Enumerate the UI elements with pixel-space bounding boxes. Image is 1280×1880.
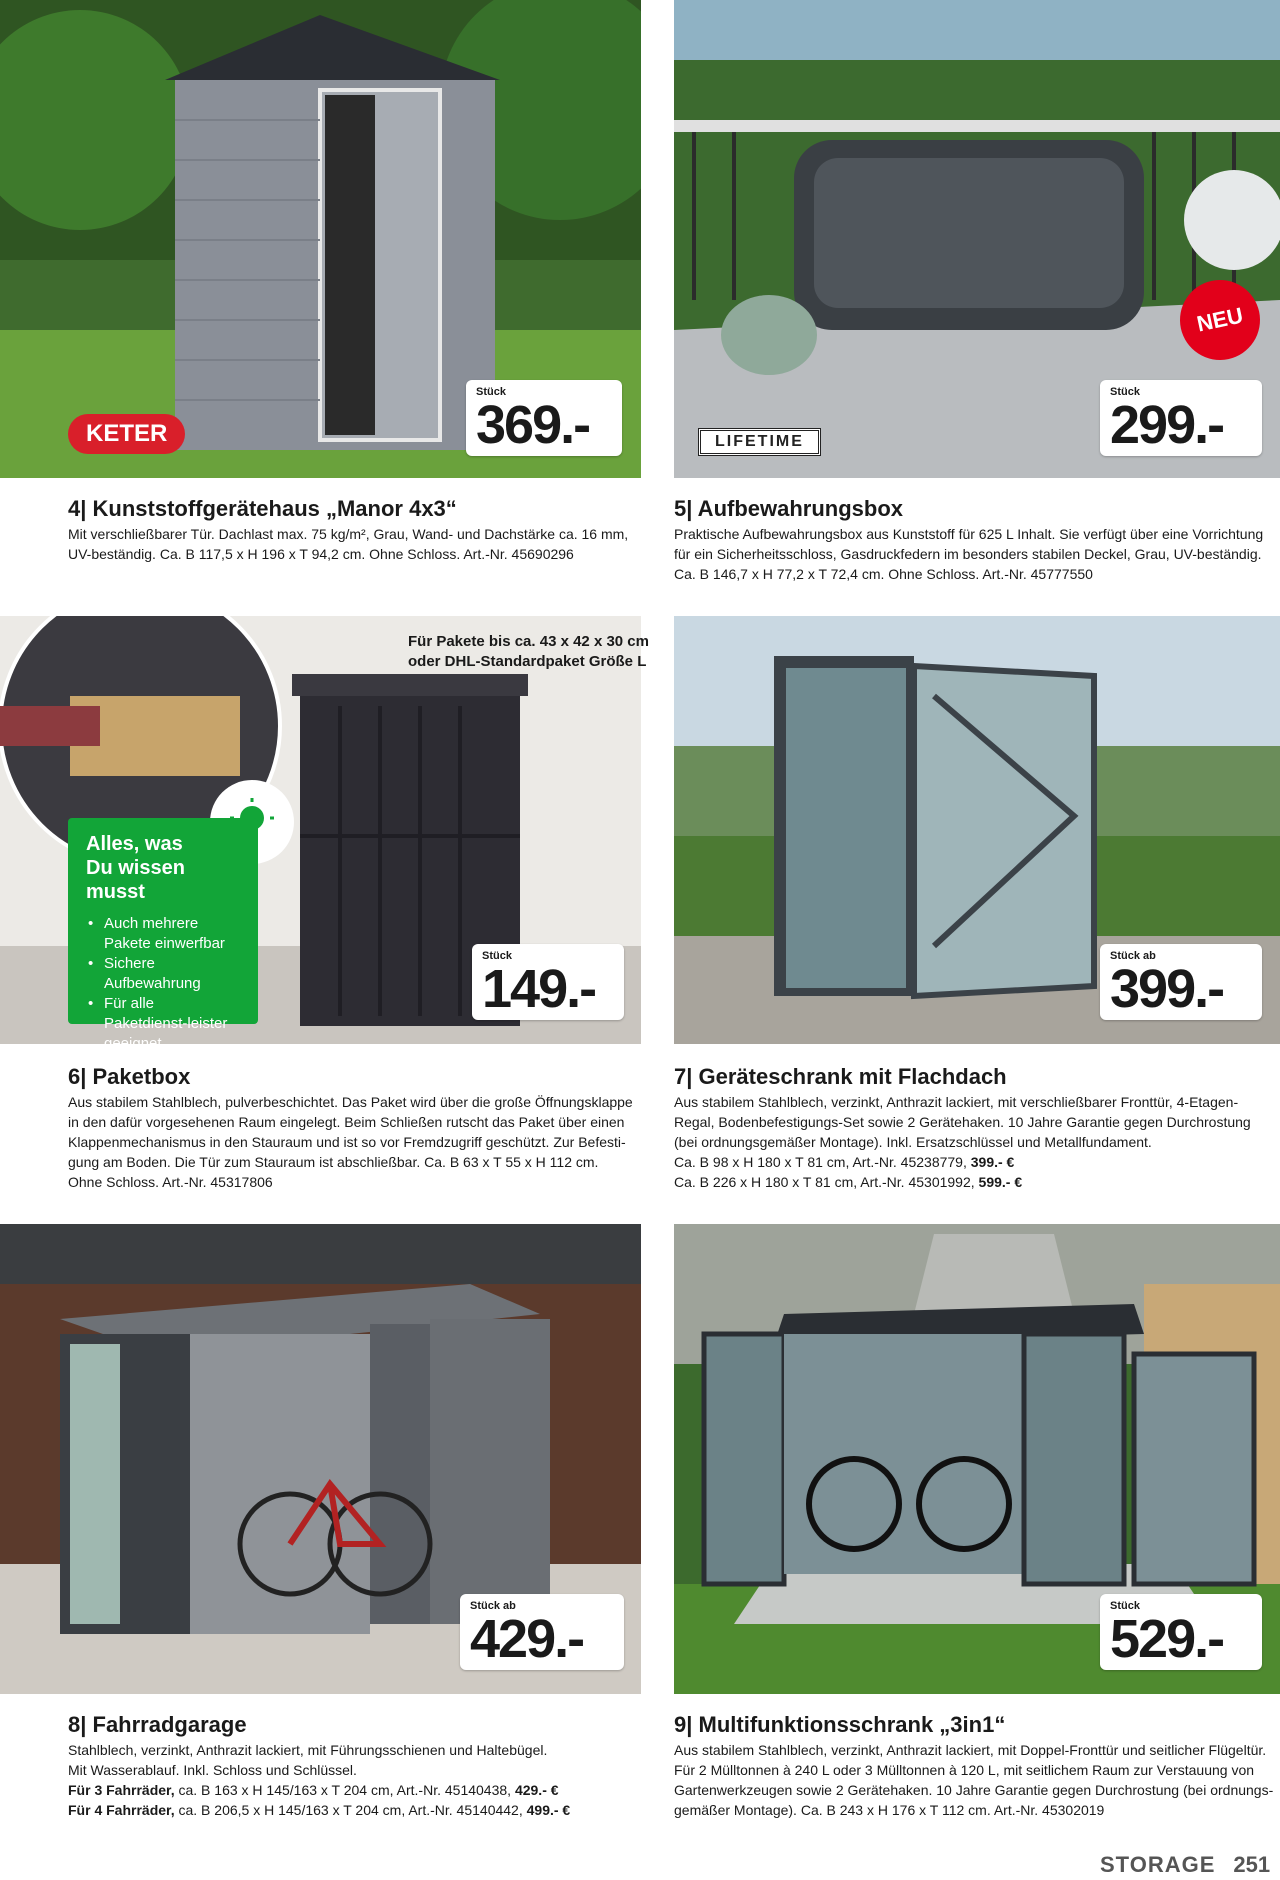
variant-line bbox=[674, 1152, 1274, 1172]
desc-line: gung am Boden. Die Tür zum Stauraum ist abschließbar. Ca. B 63 x T 55 x H 112 cm. bbox=[68, 1154, 599, 1170]
price-unit: Stück bbox=[482, 950, 512, 962]
desc-line: UV-beständig. Ca. B 117,5 x H 196 x T 94,2 cm. Ohne Schloss. Art.-Nr. 45690296 bbox=[68, 546, 574, 562]
product-4-price bbox=[466, 380, 622, 456]
desc-line: Aus stabilem Stahlblech, verzinkt, Anthrazit lackiert, mit verschließbarer Fronttür, 4-Etagen- bbox=[674, 1094, 1239, 1110]
page-number: 251 bbox=[1233, 1852, 1271, 1877]
info-title bbox=[86, 832, 240, 904]
variant-price: 399.- € bbox=[970, 1154, 1015, 1170]
product-7-title: 7| Geräteschrank mit Flachdach bbox=[674, 1064, 1007, 1089]
price-amount: 399.- bbox=[1110, 959, 1224, 1019]
price-amount: 299.- bbox=[1110, 395, 1224, 455]
variant-label: Für 3 Fahrräder, bbox=[68, 1782, 175, 1798]
variant-line bbox=[68, 1780, 668, 1800]
section-label: STORAGE bbox=[1100, 1852, 1216, 1877]
info-item: • Für alle Paketdienst-leister geeignet bbox=[86, 994, 240, 1054]
product-8-title: 8| Fahrradgarage bbox=[68, 1712, 247, 1737]
variant-price: 429.- € bbox=[514, 1782, 559, 1798]
price-unit: Stück bbox=[1110, 1600, 1140, 1612]
product-5-price bbox=[1100, 380, 1262, 456]
product-7-price bbox=[1100, 944, 1262, 1020]
price-unit: Stück ab bbox=[470, 1600, 516, 1612]
price-amount: 529.- bbox=[1110, 1609, 1224, 1669]
product-4-title: 4| Kunststoffgerätehaus „Manor 4x3“ bbox=[68, 496, 457, 521]
desc-line: Stahlblech, verzinkt, Anthrazit lackiert, mit Führungsschienen und Haltebügel. bbox=[68, 1742, 548, 1758]
variant-price: 599.- € bbox=[978, 1174, 1023, 1190]
product-5-description bbox=[674, 524, 1274, 584]
desc-line: Ohne Schloss. Art.-Nr. 45317806 bbox=[68, 1174, 273, 1190]
info-list bbox=[86, 914, 240, 1054]
variant-text: ca. B 206,5 x H 145/163 x T 204 cm, Art.-Nr. 45140442, bbox=[174, 1802, 527, 1818]
desc-line: Ca. B 146,7 x H 77,2 x T 72,4 cm. Ohne Schloss. Art.-Nr. 45777550 bbox=[674, 566, 1093, 582]
desc-line: in den dafür vorgesehenen Raum eingelegt. Beim Schließen rutscht das Paket über einen bbox=[68, 1114, 625, 1130]
info-title-line: Du wissen musst bbox=[86, 857, 185, 903]
desc-line: Für 2 Mülltonnen à 240 L oder 3 Mülltonnen à 120 L, mit seitlichem Raum zur Verstauung von bbox=[674, 1762, 1255, 1778]
desc-line: (bei ordnungsgemäßer Montage). Inkl. Ersatzschlüssel und Metallfundament. bbox=[674, 1134, 1152, 1150]
desc-line: Mit Wasserablauf. Inkl. Schloss und Schlüssel. bbox=[68, 1762, 357, 1778]
desc-line: Klappenmechanismus in den Stauraum und ist so vor Fremdzugriff geschützt. Zur Befesti- bbox=[68, 1134, 626, 1150]
product-7-description bbox=[674, 1092, 1274, 1192]
info-item: • Sichere Aufbewahrung bbox=[86, 954, 240, 994]
variant-line bbox=[68, 1800, 668, 1820]
product-8-description bbox=[68, 1740, 668, 1820]
variant-label: Für 4 Fahrräder, bbox=[68, 1802, 175, 1818]
price-amount: 369.- bbox=[476, 395, 590, 455]
variant-line bbox=[674, 1172, 1274, 1192]
product-9-title: 9| Multifunktionsschrank „3in1“ bbox=[674, 1712, 1006, 1737]
price-amount: 429.- bbox=[470, 1609, 584, 1669]
product-6-price bbox=[472, 944, 624, 1020]
product-9-description bbox=[674, 1740, 1274, 1820]
price-unit: Stück ab bbox=[1110, 950, 1156, 962]
product-8-price bbox=[460, 1594, 624, 1670]
price-amount: 149.- bbox=[482, 959, 596, 1019]
product-4-description bbox=[68, 524, 668, 564]
variant-text: Ca. B 98 x H 180 x T 81 cm, Art.-Nr. 45238779, bbox=[674, 1154, 971, 1170]
page-footer bbox=[1100, 1852, 1270, 1878]
desc-line: für ein Sicherheitsschloss, Gasdruckfedern im besonders stabilen Deckel, Grau, UV-beständig. bbox=[674, 546, 1262, 562]
info-title-line: Alles, was bbox=[86, 833, 183, 855]
product-5-title: 5| Aufbewahrungsbox bbox=[674, 496, 904, 521]
package-size-note bbox=[408, 632, 649, 672]
price-unit: Stück bbox=[476, 386, 506, 398]
desc-line: Mit verschließbarer Tür. Dachlast max. 75 kg/m², Grau, Wand- und Dachstärke ca. 16 mm, bbox=[68, 526, 629, 542]
desc-line: gemäßer Montage). Ca. B 243 x H 176 x T 112 cm. Art.-Nr. 45302019 bbox=[674, 1802, 1105, 1818]
desc-line: Aus stabilem Stahlblech, verzinkt, Anthrazit lackiert, mit Doppel-Fronttür und seitlicher Flügeltür. bbox=[674, 1742, 1267, 1758]
info-item: • Auch mehrere Pakete einwerfbar bbox=[86, 914, 240, 954]
price-unit: Stück bbox=[1110, 386, 1140, 398]
desc-line: Aus stabilem Stahlblech, pulverbeschichtet. Das Paket wird über die große Öffnungsklappe bbox=[68, 1094, 633, 1110]
product-6-description bbox=[68, 1092, 668, 1192]
product-6-title: 6| Paketbox bbox=[68, 1064, 191, 1089]
keter-logo: KETER bbox=[68, 414, 185, 454]
lifetime-logo: LIFETIME bbox=[698, 428, 821, 456]
desc-line: Praktische Aufbewahrungsbox aus Kunststoff für 625 L Inhalt. Sie verfügt über eine Vorrichtung bbox=[674, 526, 1264, 542]
desc-line: Regal, Bodenbefestigungs-Set sowie 2 Gerätehaken. 10 Jahre Garantie gegen Durchrostung bbox=[674, 1114, 1251, 1130]
note-line: oder DHL-Standardpaket Größe L bbox=[408, 653, 647, 670]
variant-text: ca. B 163 x H 145/163 x T 204 cm, Art.-Nr. 45140438, bbox=[174, 1782, 515, 1798]
new-badge: NEU bbox=[1173, 273, 1268, 368]
info-box bbox=[68, 818, 258, 1052]
variant-text: Ca. B 226 x H 180 x T 81 cm, Art.-Nr. 45301992, bbox=[674, 1174, 979, 1190]
product-9-price bbox=[1100, 1594, 1262, 1670]
variant-price: 499.- € bbox=[526, 1802, 571, 1818]
desc-line: Gartenwerkzeugen sowie 2 Gerätehaken. 10 Jahre Garantie gegen Durchrostung (bei ordnungs- bbox=[674, 1782, 1274, 1798]
note-line: Für Pakete bis ca. 43 x 42 x 30 cm bbox=[408, 633, 649, 650]
